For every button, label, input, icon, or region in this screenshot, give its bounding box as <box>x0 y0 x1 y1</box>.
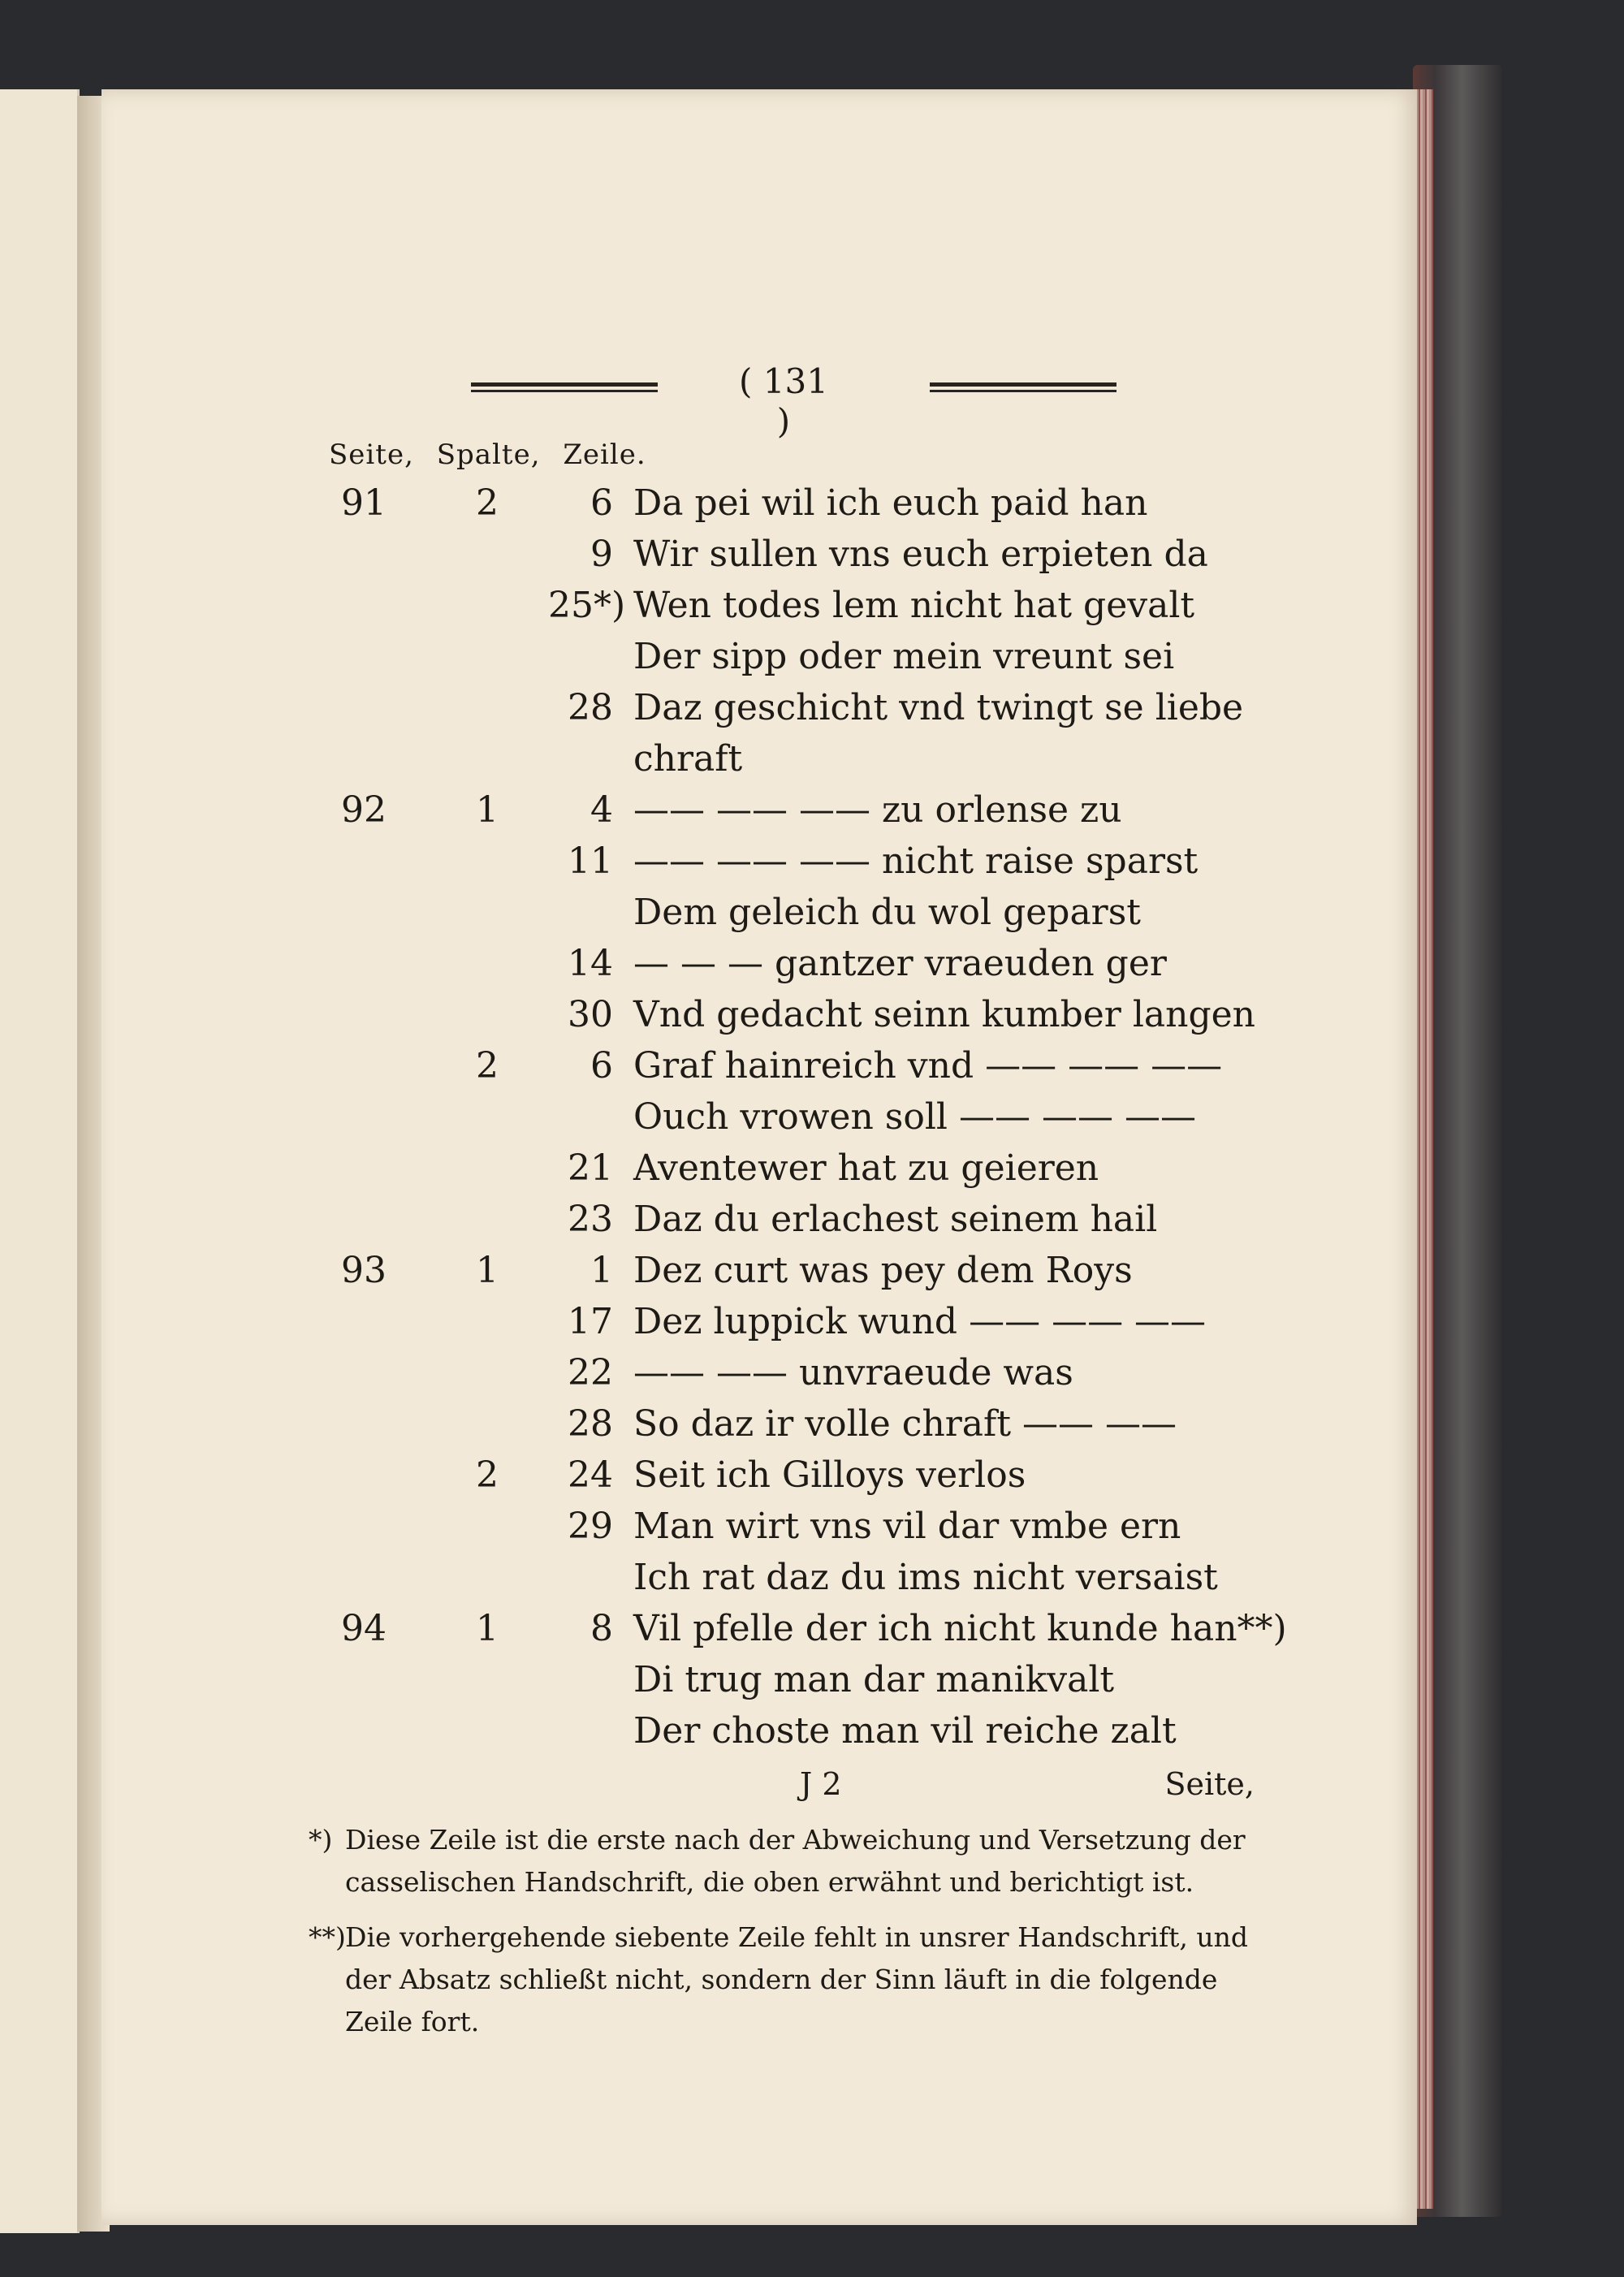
row-spalte: 1 <box>476 789 499 831</box>
row-text: Daz geschicht vnd twingt se liebe <box>633 687 1244 728</box>
footnote-2-text: Die vorhergehende siebente Zeile fehlt in unsrer Handschrift, und der Absatz schließt nicht, sondern der Sinn läuft in die folgende Zeile fort. <box>345 1921 1249 2037</box>
header-rule-left <box>471 382 658 392</box>
row-seite: 92 <box>341 789 387 831</box>
footnote-1 <box>309 1819 1263 1903</box>
row-text: Di trug man dar manikvalt <box>633 1659 1115 1700</box>
row-spalte: 2 <box>476 482 499 524</box>
row-zeile: 22 <box>568 1352 613 1393</box>
row-text: Der choste man vil reiche zalt <box>633 1710 1177 1752</box>
row-text: —— —— —— zu orlense zu <box>633 789 1122 831</box>
row-zeile: 23 <box>568 1199 613 1240</box>
row-text: Dem geleich du wol geparst <box>633 892 1141 933</box>
row-zeile: 24 <box>568 1454 613 1496</box>
row-spalte: 1 <box>476 1250 499 1291</box>
row-text: Daz du erlachest seinem hail <box>633 1199 1158 1240</box>
row-text: Seit ich Gilloys verlos <box>633 1454 1026 1496</box>
row-zeile: 17 <box>568 1301 613 1342</box>
book-page <box>102 89 1417 2225</box>
row-text: Dez curt was pey dem Roys <box>633 1250 1133 1291</box>
row-text: So daz ir volle chraft —— —— <box>633 1403 1177 1445</box>
row-seite: 93 <box>341 1250 387 1291</box>
row-text: Graf hainreich vnd —— —— —— <box>633 1045 1223 1087</box>
row-spalte: 2 <box>476 1454 499 1496</box>
column-headers <box>329 439 659 471</box>
row-zeile: 29 <box>568 1506 613 1547</box>
row-spalte: 2 <box>476 1045 499 1087</box>
row-text: Der sipp oder mein vreunt sei <box>633 636 1175 677</box>
page-number: ( 131 ) <box>739 361 828 441</box>
row-text: Wen todes lem nicht hat gevalt <box>633 585 1195 626</box>
row-zeile: 9 <box>590 534 613 575</box>
row-zeile: 4 <box>590 789 613 831</box>
row-text: Da pei wil ich euch paid han <box>633 482 1148 524</box>
header-rule-right <box>930 382 1116 392</box>
row-text: Vil pfelle der ich nicht kunde han**) <box>633 1608 1287 1649</box>
row-text: — — — gantzer vraeuden ger <box>633 943 1167 984</box>
column-header-spalte: Spalte, <box>436 439 541 471</box>
row-zeile: 8 <box>590 1608 613 1649</box>
row-text: —— —— —— nicht raise sparst <box>633 840 1199 882</box>
row-text: Man wirt vns vil dar vmbe ern <box>633 1506 1181 1547</box>
row-zeile: 21 <box>568 1147 613 1189</box>
catchword: Seite, <box>1164 1766 1255 1802</box>
row-text: chraft <box>633 738 743 780</box>
footnote-1-text: Diese Zeile ist die erste nach der Abweichung und Versetzung der casselischen Handschrift, die oben erwähnt und berichtigt ist. <box>345 1824 1246 1898</box>
row-seite: 91 <box>341 482 387 524</box>
row-seite: 94 <box>341 1608 387 1649</box>
footnote-2 <box>309 1916 1263 2043</box>
row-text: —— —— unvraeude was <box>633 1352 1073 1393</box>
row-zeile: 28 <box>568 687 613 728</box>
left-page-edge <box>0 89 80 2233</box>
row-text: Ich rat daz du ims nicht versaist <box>633 1557 1218 1598</box>
row-zeile: 30 <box>568 994 613 1035</box>
row-text: Wir sullen vns euch erpieten da <box>633 534 1208 575</box>
running-header <box>471 361 1137 441</box>
row-zeile: 6 <box>590 482 613 524</box>
row-zeile: 11 <box>568 840 613 882</box>
column-header-seite: Seite, <box>329 439 414 471</box>
row-zeile: 1 <box>590 1250 613 1291</box>
row-text: Ouch vrowen soll —— —— —— <box>633 1096 1196 1138</box>
row-zeile: 25*) <box>548 585 626 626</box>
row-text: Vnd gedacht seinn kumber langen <box>633 994 1256 1035</box>
column-header-zeile: Zeile. <box>563 439 646 471</box>
row-zeile: 6 <box>590 1045 613 1087</box>
footnote-1-mark: *) <box>309 1824 333 1856</box>
signature-mark: J 2 <box>800 1766 842 1802</box>
footnote-2-mark: **) <box>309 1921 346 1953</box>
row-zeile: 28 <box>568 1403 613 1445</box>
row-zeile: 14 <box>568 943 613 984</box>
row-text: Dez luppick wund —— —— —— <box>633 1301 1207 1342</box>
row-spalte: 1 <box>476 1608 499 1649</box>
row-text: Aventewer hat zu geieren <box>633 1147 1099 1189</box>
